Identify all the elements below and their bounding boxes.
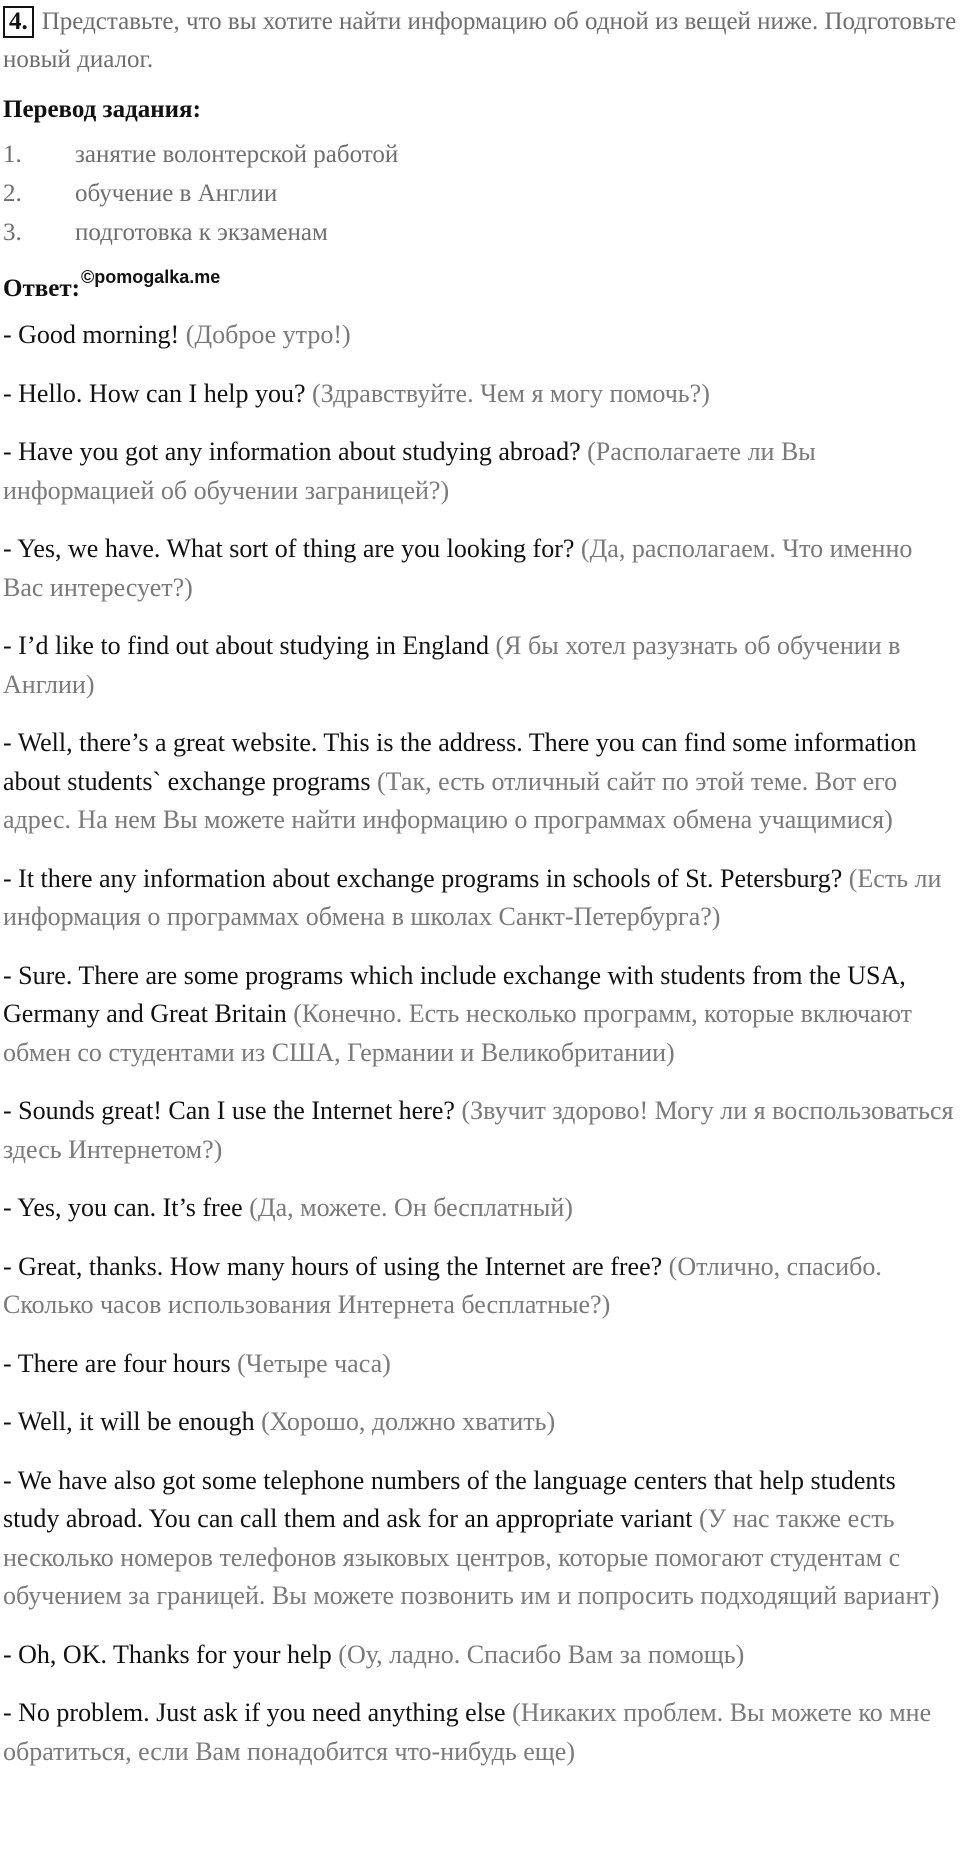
dialog-line-translation: (Оу, ладно. Спасибо Вам за помощь) (338, 1639, 745, 1669)
dialog-line-translation: (Четыре часа) (237, 1348, 391, 1378)
dialog-line (3, 530, 958, 607)
task-statement (3, 3, 958, 79)
dialog-line-english: - Oh, OK. Thanks for your help (3, 1639, 332, 1669)
dialog-line-translation: (Хорошо, должно хватить) (261, 1407, 556, 1436)
document-page (3, 0, 958, 1791)
dialog-line (3, 433, 958, 510)
list-item-text: занятие волонтерской работой (75, 141, 399, 168)
dialog-line (3, 860, 958, 937)
dialog-line-english: - There are four hours (3, 1348, 231, 1378)
dialog-line-english: - Well, there’s a great website. This is the address. There you can find some information about students` exchange programs (3, 728, 917, 796)
dialog-line-english: - We have also got some telephone numbers of the language centers that help students study abroad. You can call them and ask for an appropriate variant (3, 1465, 896, 1533)
list-item-text: подготовка к экзаменам (75, 219, 328, 246)
dialog-line-english: - Yes, you can. It’s free (3, 1193, 243, 1222)
dialog-line-translation: (Есть ли информация о программах обмена в школах Санкт-Петербурга?) (3, 863, 942, 931)
dialog-line-english: - Sounds great! Can I use the Internet here? (3, 1096, 455, 1125)
dialog-line-english: - Sure. There are some programs which include exchange with students from the USA, Germany and Great Britain (3, 960, 906, 1028)
dialog-line-translation: (Звучит здорово! Могу ли я воспользоваться здесь Интернетом?) (3, 1096, 954, 1164)
dialog-line-english: - It there any information about exchange programs in schools of St. Petersburg? (3, 863, 843, 893)
list-item-number: 1. (3, 141, 22, 168)
dialog-line (3, 1248, 958, 1325)
dialog-line-translation: (Никаких проблем. Вы можете ко мне обратиться, если Вам понадобится что-нибудь еще) (3, 1698, 932, 1766)
dialog-line-translation: (Отлично, спасибо. Сколько часов использования Интернета бесплатные?) (3, 1251, 882, 1319)
translation-heading: Перевод задания: (3, 96, 201, 123)
list-item-text: обучение в Англии (75, 180, 278, 207)
list-item (3, 213, 958, 252)
dialog-line-english: - Hello. How can I help you? (3, 378, 306, 408)
dialog-line (3, 1092, 958, 1169)
dialog (3, 316, 958, 1771)
dialog-line (3, 1189, 958, 1228)
dialog-line-translation: (Я бы хотел разузнать об обучении в Англии) (3, 631, 901, 699)
dialog-line-english: - Have you got any information about studying abroad? (3, 437, 581, 466)
dialog-line-translation: (Доброе утро!) (185, 320, 351, 349)
dialog-line (3, 1462, 958, 1616)
dialog-line (3, 316, 958, 355)
dialog-line (3, 1694, 958, 1771)
dialog-line-english: - Yes, we have. What sort of thing are you looking for? (3, 534, 575, 563)
dialog-line (3, 957, 958, 1073)
dialog-line-english: - Well, it will be enough (3, 1407, 255, 1436)
list-item (3, 135, 958, 174)
list-item (3, 174, 958, 213)
dialog-line (3, 1403, 958, 1442)
dialog-line-english: - Good morning! (3, 320, 180, 349)
dialog-line (3, 724, 958, 840)
dialog-line-english: - I’d like to find out about studying in England (3, 631, 489, 660)
translation-list (3, 135, 958, 252)
dialog-line (3, 1636, 958, 1675)
dialog-line-translation: (Здравствуйте. Чем я могу помочь?) (312, 378, 710, 408)
answer-header (3, 266, 958, 306)
answer-title: Ответ: (3, 275, 80, 302)
task-text: Представьте, что вы хотите найти информацию об одной из вещей ниже. Подготовьте новый диалог. (3, 8, 957, 73)
list-item-number: 2. (3, 180, 22, 207)
dialog-line-translation: (Располагаете ли Вы информацией об обучении заграницей?) (3, 437, 816, 505)
dialog-line (3, 627, 958, 704)
dialog-line-translation: (Конечно. Есть несколько программ, которые включают обмен со студентами из США, Германии и Великобритании) (3, 999, 913, 1067)
dialog-line-translation: (Так, есть отличный сайт по этой теме. Вот его адрес. На нем Вы можете найти информацию о программах обмена учащимися) (3, 766, 898, 834)
dialog-line-translation: (У нас также есть несколько номеров телефонов языковых центров, которые помогают студентам с обучением за границей. Вы можете позвонить им и попросить подходящий вариант) (3, 1504, 940, 1610)
list-item-number: 3. (3, 219, 22, 246)
dialog-line (3, 1345, 958, 1384)
dialog-line-translation: (Да, располагаем. Что именно Вас интересует?) (3, 534, 913, 602)
dialog-line (3, 375, 958, 414)
dialog-line-english: - Great, thanks. How many hours of using the Internet are free? (3, 1251, 663, 1281)
task-number: 4. (3, 6, 34, 38)
dialog-line-translation: (Да, можете. Он бесплатный) (249, 1193, 573, 1222)
dialog-line-english: - No problem. Just ask if you need anything else (3, 1698, 506, 1727)
site-watermark: ©pomogalka.me (80, 267, 221, 287)
